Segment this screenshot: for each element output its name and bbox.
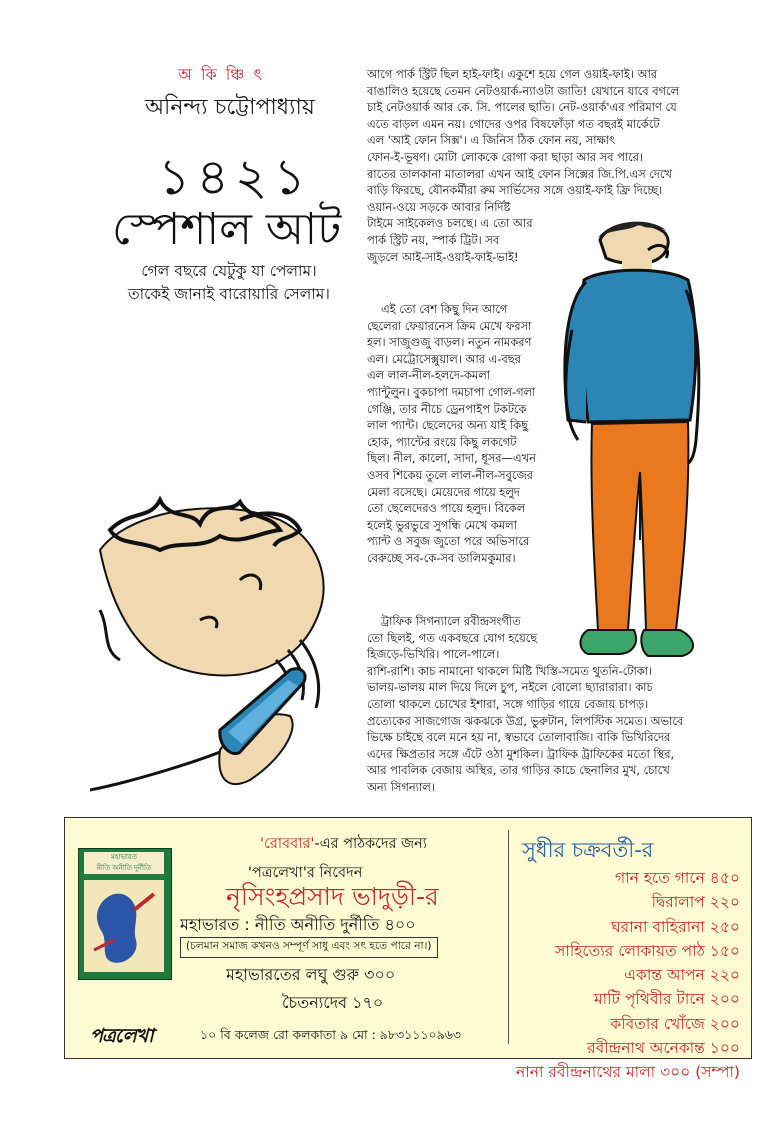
standing-man-illustration: [548, 210, 758, 680]
list-item: গান হতে গানে ৪৫০: [614, 869, 740, 887]
page-title: স্পেশাল আট: [112, 204, 342, 255]
ad-intro-text: -এর পাঠকদের জন্য: [314, 836, 428, 852]
phone-user-illustration: [90, 490, 360, 800]
text-line: অন্য সিগন্যাল।: [367, 779, 435, 794]
text-line: ওসব শিকেয় তুলে লাল-নীল-সবুজের: [367, 467, 533, 482]
text-line: আর পাবলিক বেজায় অস্থির, তার গাড়ির কাচে ছেনালির মুখ, চোখে: [367, 763, 670, 778]
text-line: এই তো বেশ কিছু দিন আগে: [381, 302, 508, 316]
text-line: প্যান্ট ও সবুজ জুতো পরে অভিসারে: [367, 534, 530, 549]
title-year: ১৪২১: [158, 148, 312, 206]
text-line: আগে পার্ক স্ট্রিট ছিল হাই-ফাই। একুশে হয়ে গেল ওয়াই-ফাই। আর: [367, 67, 658, 81]
list-item: নানা রবীন্দ্রনাথের মালা ৩০০ (সম্পা): [515, 1063, 740, 1082]
text-line: চাই নেটওয়ার্ক আর কে. সি. পালের ছাতি। নেট-ওয়ার্ক'এর পরিমাণ যে: [367, 100, 677, 115]
subtitle-line: তাকেই জানাই বারোয়ারি সেলাম।: [128, 285, 330, 303]
text-line: মেলা বসেছে। মেয়েদের গায়ে হলুদ: [367, 484, 520, 499]
text-line: ওয়ান-ওয়ে সড়কে আবার নির্দিষ্ট: [367, 199, 511, 214]
ad-book-item: মহাভারত : নীতি অনীতি দুর্নীতি ৪০০: [180, 915, 416, 934]
list-item: একান্ত আপন ২২০: [624, 966, 740, 985]
text-line: গেঞ্জি, তার নীচে ড্রেনপাইপ টকটকে: [367, 401, 527, 416]
text-line: এল লাল-নীল-হলদে-কমলা: [367, 368, 491, 383]
text-line: ছেলেরা ফেয়ারনেস ক্রিম মেখে ফরসা: [367, 318, 532, 333]
publisher-logo: পত্রলেখা: [90, 1025, 153, 1047]
subtitle: [114, 260, 344, 306]
text-line: ট্রাফিক সিগন্যালে রবীন্দ্রসংগীত: [381, 614, 521, 628]
text-line: এদের ক্ষিপ্রতার সঙ্গে এঁটে ওঠা মুশকিল। ট্রাফিক ট্রাফিকের মতো স্থির,: [367, 746, 675, 761]
text-line: হলেই ভুরভুরে সুগন্ধি মেখে কমলা: [367, 517, 517, 532]
ad-divider: [508, 830, 509, 1044]
text-line: তো ছিলই, গত একবছরে যোগ হয়েছে: [367, 630, 538, 645]
ad-author-name: নৃসিংহপ্রসাদ ভাদুড়ী-র: [226, 882, 439, 911]
text-line: ভালয়-ভালয় মাল দিয়ে দিলে চুপ, নইলে বোলো ছ্যারারারা। কাচ: [367, 680, 653, 695]
ad-book-item: মহাভারতের লঘু গুরু ৩০০: [226, 965, 396, 984]
magazine-name: 'রোববার': [260, 836, 315, 852]
text-line: লাল প্যান্ট। ছেলেদের অন্য যাই কিছু: [367, 418, 529, 433]
author-name: অনিন্দ্য চট্টোপাধ্যায়: [145, 95, 315, 120]
text-line: জুড়লে আই-সাই-ওয়াই-ফাই-ভাই!: [367, 249, 519, 264]
subtitle-line: গেল বছরে যেটুকু যা পেলাম।: [141, 262, 317, 280]
text-line: ভিক্ষে চাইছে বলে মনে হয় না, স্বভাবে তোলাবাজি। বাকি ভিখিরিদের: [367, 730, 671, 745]
ad-book-item: চৈতন্যদেব ১৭০: [282, 993, 384, 1012]
text-line: পার্ক স্ট্রিট নয়, স্পার্ক ট্রিট। সব: [367, 232, 500, 247]
text-line: এল 'আই ফোন সিক্স'। এ জিনিস ঠিক ফোন নয়, সাক্ষাৎ: [367, 133, 616, 148]
text-line: টাইমে সাইকেলও চলছে। এ তো আর: [367, 216, 533, 231]
text-line: বাড়ি ফিরছে, যৌনকর্মীরা রুম সার্ভিসের সঙ্গে ওয়াই-ফাই ফ্রি দিচ্ছে।: [367, 183, 663, 198]
ad-book-note: (চলমান সমাজ কখনও সম্পূর্ণ সাধু এবং সৎ হতে পারে না।): [180, 937, 438, 958]
text-line: হল। সাজুগুজু বাড়ল। নতুন নামকরণ: [367, 335, 532, 350]
text-line: হিজড়ে-ভিখিরি। পালে-পালে।: [367, 647, 500, 662]
text-line: হোক, প্যান্টের রংয়ে কিছু লকগেট: [367, 434, 517, 449]
ad-intro-line: 'পত্রলেখা'র নিবেদন: [248, 865, 363, 881]
text-line: রাতের তালকানা মাতালরা এখন আই ফোন সিক্সের জি.পি.এস দেখে: [367, 166, 672, 181]
book-cover-subtitle-text: নীতি অনীতি দুর্নীতি: [96, 864, 152, 872]
text-line: ফোন-ই-ভূষণ। মোটা লোককে রোগা করা ছাড়া আর সব পারে।: [367, 149, 644, 164]
list-item: রবীন্দ্রনাথ অনেকান্ত ১০০: [587, 1039, 740, 1058]
text-line: তোলা থাকলে চোখের ইশারা, সঙ্গে গাড়ির গায়ে বেজায় চাপড়।: [367, 696, 649, 711]
book-cover-art-graphic: [84, 880, 164, 972]
text-line: তো ছেলেদেরও পায়ে হলুদ। বিকেল: [367, 501, 526, 516]
text-line: প্রত্যেকের সাজগোজ ঝকঝকে উগ্র, ভুরুটান, লিপস্টিক সমেত। অভাবে: [367, 713, 684, 728]
column-kicker: অ কি ঞ্চি ৎ: [178, 65, 264, 84]
list-item: মাটি পৃথিবীর টানে ২০০: [594, 990, 740, 1009]
text-line: রাশি-রাশি। কাচ নামানো থাকলে মিষ্টি খিস্তি-সমেত থুতনি-টোকা।: [367, 663, 653, 678]
book-cover-art: [84, 880, 164, 972]
list-item: কবিতার খোঁজে ২০০: [610, 1014, 740, 1033]
text-line: এতে বাড়ল এমন নয়। গোদের ওপর বিষফোঁড়া গত বছরই মার্কেটে: [367, 116, 660, 131]
text-line: এল। মেট্রোসেক্সুয়াল। আর এ-বছর: [367, 351, 521, 366]
publisher-contact: ১০ বি কলেজ রো কলকাতা ৯ মো : ৯৮৩১১১০৯৬৩: [200, 1027, 461, 1042]
text-line: বেরুচ্ছে সব-কে-সব ডালিমকুমার।: [367, 550, 516, 565]
ad-right-author-name: সুধীর চক্রবর্তী-র: [522, 838, 654, 862]
text-line: ছিল। নীল, কালো, সাদা, ধূসর—এখন: [367, 451, 536, 466]
list-item: দ্বিরালাপ ২২০: [651, 893, 740, 912]
text-line: প্যান্টুলুন। বুকচাপা দমচাপা গোল-গলা: [367, 384, 536, 399]
list-item: ঘরানা বাহিরানা ২৫০: [611, 917, 740, 936]
text-line: বাঙালিও হয়েছে তেমন নেটওয়ার্ক-ন্যাওটা জাতি! যেখানে যাবে বগলে: [367, 83, 680, 98]
book-cover-title: [84, 852, 164, 874]
book-cover-title-text: মহাভারত: [111, 853, 137, 861]
ad-right-book-list: [514, 866, 740, 1085]
list-item: সাহিত্যের লোকায়ত পাঠ ১৫০: [555, 941, 740, 960]
